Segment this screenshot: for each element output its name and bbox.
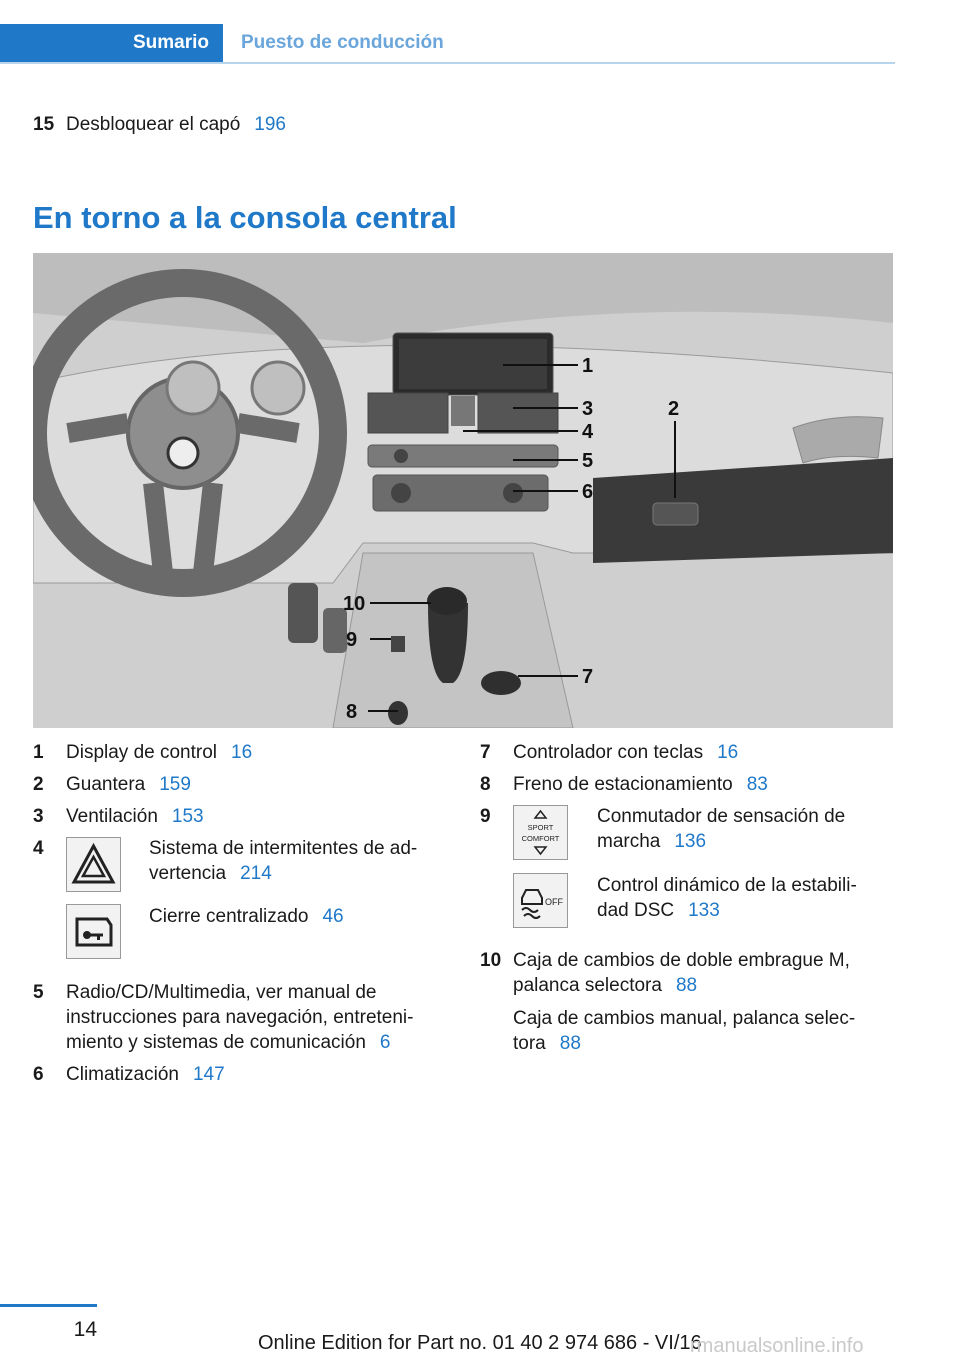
item-number: 1 [33, 742, 44, 763]
page-ref-link[interactable]: 136 [674, 831, 707, 852]
central-locking-icon [66, 904, 121, 959]
item-text: Display de control [66, 742, 218, 763]
edition-text: Online Edition for Part no. 01 40 2 974 686 - VI/16 [258, 1332, 702, 1354]
item-text: Controlador con teclas [513, 742, 704, 763]
item-text: Desbloquear el capó [66, 114, 241, 135]
item-number: 8 [480, 774, 491, 795]
page-ref-link[interactable]: 214 [240, 863, 272, 884]
page-ref-link[interactable]: 153 [171, 806, 204, 827]
legend-item-4b [149, 904, 344, 929]
item-text: instrucciones para navegación, entreteni- [66, 1007, 414, 1028]
legend-item-9b-text [597, 873, 857, 923]
item-number: 4 [33, 838, 44, 859]
page-ref-link[interactable]: 16 [231, 742, 253, 763]
page-ref-link[interactable]: 133 [688, 900, 720, 921]
callout-label: 2 [668, 398, 680, 420]
legend-item-9-text [597, 804, 845, 854]
callout-label: 5 [582, 450, 594, 472]
callout-label: 3 [582, 398, 594, 420]
page-ref-link[interactable]: 46 [322, 906, 344, 927]
callout-label: 8 [346, 701, 358, 723]
hazard-warning-icon [66, 837, 121, 892]
item-text: Cierre centralizado [149, 906, 309, 927]
page-ref-link[interactable]: 159 [159, 774, 191, 795]
legend-item-4-text [149, 836, 417, 886]
footer-accent-line [0, 1304, 97, 1307]
item-text: Control dinámico de la estabili- [597, 875, 857, 896]
callout-label: 4 [582, 421, 594, 443]
icon-label: COMFORT [521, 834, 560, 843]
item-text: Climatización [66, 1064, 179, 1085]
icon-label: OFF [545, 897, 563, 907]
callout-label: 6 [582, 481, 594, 503]
item-text: Ventilación [66, 806, 158, 827]
item-text: vertencia [149, 863, 227, 884]
item-number: 10 [480, 950, 502, 971]
item-text: dad DSC [597, 900, 675, 921]
item-text: miento y sistemas de comunicación [66, 1032, 366, 1053]
item-text: Caja de cambios de doble embrague M, [513, 950, 850, 971]
item-text: Sistema de intermitentes de ad- [149, 838, 418, 859]
item-number: 15 [33, 114, 55, 135]
item-number: 9 [480, 806, 491, 827]
sport-comfort-icon [513, 805, 568, 860]
legend-item-10b [513, 1006, 855, 1056]
page-ref-link[interactable]: 88 [559, 1033, 581, 1054]
item-text: marcha [597, 831, 661, 852]
item-text: Conmutador de sensación de [597, 806, 846, 827]
page-ref-link[interactable]: 88 [675, 975, 698, 996]
tab-puesto-de-conduccion[interactable]: Puesto de conducción [241, 32, 444, 53]
callout-label: 1 [582, 355, 594, 377]
callout-label: 9 [346, 629, 358, 651]
item-number: 2 [33, 774, 44, 795]
center-console-illustration [33, 253, 893, 728]
header-tabbar [0, 24, 895, 64]
page-ref-link[interactable]: 83 [746, 774, 768, 795]
page-ref-link[interactable]: 196 [254, 114, 286, 135]
item-number: 3 [33, 806, 44, 827]
page-number: 14 [73, 1318, 97, 1341]
item-text: Guantera [66, 774, 146, 795]
dsc-off-icon [513, 873, 568, 928]
item-number: 6 [33, 1064, 44, 1085]
tab-sumario[interactable]: Sumario [0, 24, 223, 62]
item-text: tora [513, 1033, 546, 1054]
page-ref-link[interactable]: 6 [379, 1032, 391, 1053]
watermark: rmanualsonline.info [690, 1335, 864, 1357]
icon-label: SPORT [527, 823, 554, 832]
item-number: 7 [480, 742, 491, 763]
callout-label: 7 [582, 666, 594, 688]
page-ref-link[interactable]: 147 [192, 1064, 225, 1085]
section-title: En torno a la consola central [33, 200, 457, 235]
callout-label: 10 [343, 593, 366, 615]
item-number: 5 [33, 982, 44, 1003]
item-text: Caja de cambios manual, palanca selec- [513, 1008, 856, 1029]
item-text: Radio/CD/Multimedia, ver manual de [66, 982, 377, 1003]
page-ref-link[interactable]: 16 [717, 742, 739, 763]
item-text: Freno de estacionamiento [513, 774, 733, 795]
item-text: palanca selectora [513, 975, 662, 996]
